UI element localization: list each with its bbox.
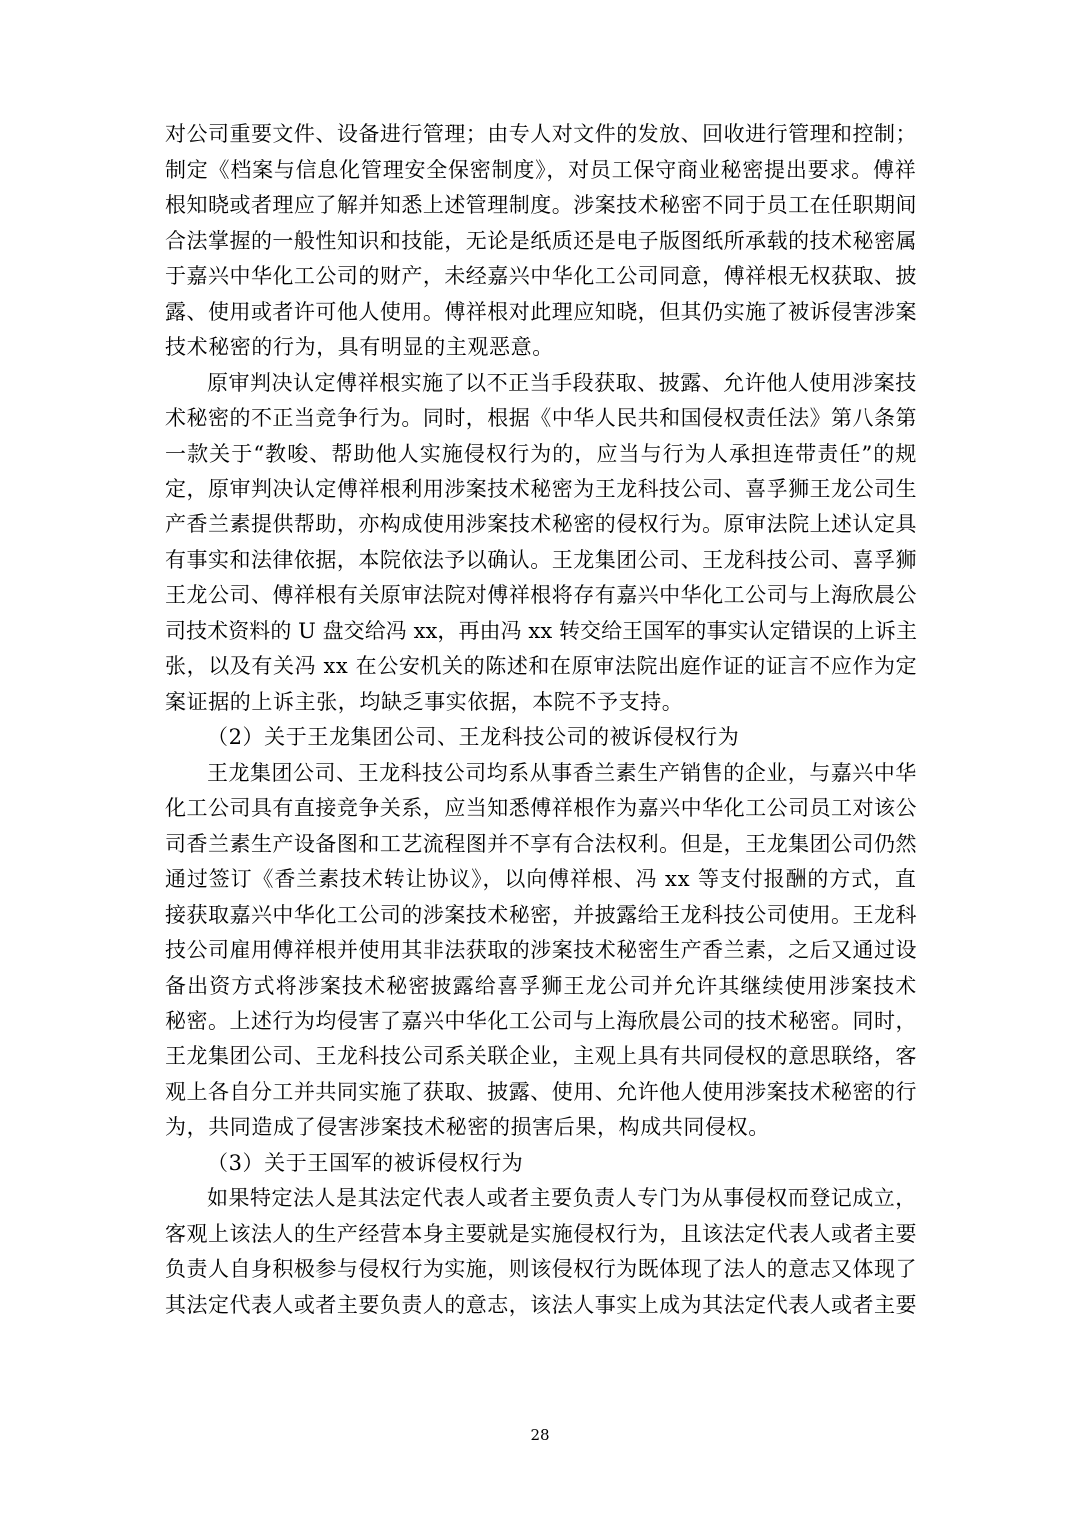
text-line: 司香兰素生产设备图和工艺流程图并不享有合法权利。但是，王龙集团公司仍然 <box>165 832 917 856</box>
text-line: 露、使用或者许可他人使用。傅祥根对此理应知晓，但其仍实施了被诉侵害涉案 <box>165 300 917 324</box>
text-line: 技公司雇用傅祥根并使用其非法获取的涉案技术秘密生产香兰素，之后又通过设 <box>165 938 917 962</box>
text-line: 于嘉兴中华化工公司的财产，未经嘉兴中华化工公司同意，傅祥根无权获取、披 <box>165 264 917 288</box>
text-line: 合法掌握的一般性知识和技能，无论是纸质还是电子版图纸所承载的技术秘密属 <box>165 229 917 253</box>
text-line: 定，原审判决认定傅祥根利用涉案技术秘密为王龙科技公司、喜孚狮王龙公司生 <box>165 477 917 501</box>
text-line: 备出资方式将涉案技术秘密披露给喜孚狮王龙公司并允许其继续使用涉案技术 <box>165 974 918 998</box>
text-line: 产香兰素提供帮助，亦构成使用涉案技术秘密的侵权行为。原审法院上述认定具 <box>165 512 917 536</box>
page-number: 28 <box>530 1426 550 1444</box>
paragraph-first-line: 对公司重要文件、设备进行管理；由专人对文件的发放、回收进行管理和控制； <box>165 122 917 146</box>
text-line: 根知晓或者理应了解并知悉上述管理制度。涉案技术秘密不同于员工在任职期间 <box>165 193 917 217</box>
text-line: 观上各自分工并共同实施了获取、披露、使用、允许他人使用涉案技术秘密的行 <box>165 1080 917 1104</box>
paragraph-first-line: （2）关于王龙集团公司、王龙科技公司的被诉侵权行为 <box>207 725 740 749</box>
text-line: 为，共同造成了侵害涉案技术秘密的损害后果，构成共同侵权。 <box>165 1115 770 1139</box>
text-line: 王龙集团公司、王龙科技公司系关联企业，主观上具有共同侵权的意思联络，客 <box>165 1044 917 1068</box>
text-line: 其法定代表人或者主要负责人的意志，该法人事实上成为其法定代表人或者主要 <box>165 1293 917 1317</box>
text-line: 一款关于“教唆、帮助他人实施侵权行为的，应当与行为人承担连带责任”的规 <box>165 442 918 466</box>
text-line: 张，以及有关冯 xx 在公安机关的陈述和在原审法院出庭作证的证言不应作为定 <box>165 654 918 678</box>
text-line: 客观上该法人的生产经营本身主要就是实施侵权行为，且该法定代表人或者主要 <box>165 1222 917 1246</box>
text-line: 司技术资料的 U 盘交给冯 xx，再由冯 xx 转交给王国军的事实认定错误的上诉主 <box>165 619 918 643</box>
paragraph-first-line: 如果特定法人是其法定代表人或者主要负责人专门为从事侵权而登记成立， <box>207 1186 917 1210</box>
text-line: 王龙公司、傅祥根有关原审法院对傅祥根将存有嘉兴中华化工公司与上海欣晨公 <box>165 583 917 607</box>
text-line: 通过签订《香兰素技术转让协议》，以向傅祥根、冯 xx 等支付报酬的方式，直 <box>165 867 917 891</box>
text-line: 秘密。上述行为均侵害了嘉兴中华化工公司与上海欣晨公司的技术秘密。同时， <box>165 1009 917 1033</box>
paragraph-first-line: （3）关于王国军的被诉侵权行为 <box>207 1151 524 1175</box>
paragraph-first-line: 王龙集团公司、王龙科技公司均系从事香兰素生产销售的企业，与嘉兴中华 <box>207 761 917 785</box>
text-line: 接获取嘉兴中华化工公司的涉案技术秘密，并披露给王龙科技公司使用。王龙科 <box>165 903 917 927</box>
text-line: 术秘密的不正当竞争行为。同时，根据《中华人民共和国侵权责任法》第八条第 <box>165 406 917 430</box>
text-line: 案证据的上诉主张，均缺乏事实依据，本院不予支持。 <box>165 690 684 714</box>
text-line: 化工公司具有直接竞争关系，应当知悉傅祥根作为嘉兴中华化工公司员工对该公 <box>165 796 917 820</box>
text-line: 技术秘密的行为，具有明显的主观恶意。 <box>165 335 554 359</box>
text-line: 制定《档案与信息化管理安全保密制度》，对员工保守商业秘密提出要求。傅祥 <box>165 158 917 182</box>
text-line: 有事实和法律依据，本院依法予以确认。王龙集团公司、王龙科技公司、喜孚狮 <box>165 548 917 572</box>
paragraph-first-line: 原审判决认定傅祥根实施了以不正当手段获取、披露、允许他人使用涉案技 <box>207 371 917 395</box>
text-line: 负责人自身积极参与侵权行为实施，则该侵权行为既体现了法人的意志又体现了 <box>165 1257 917 1281</box>
